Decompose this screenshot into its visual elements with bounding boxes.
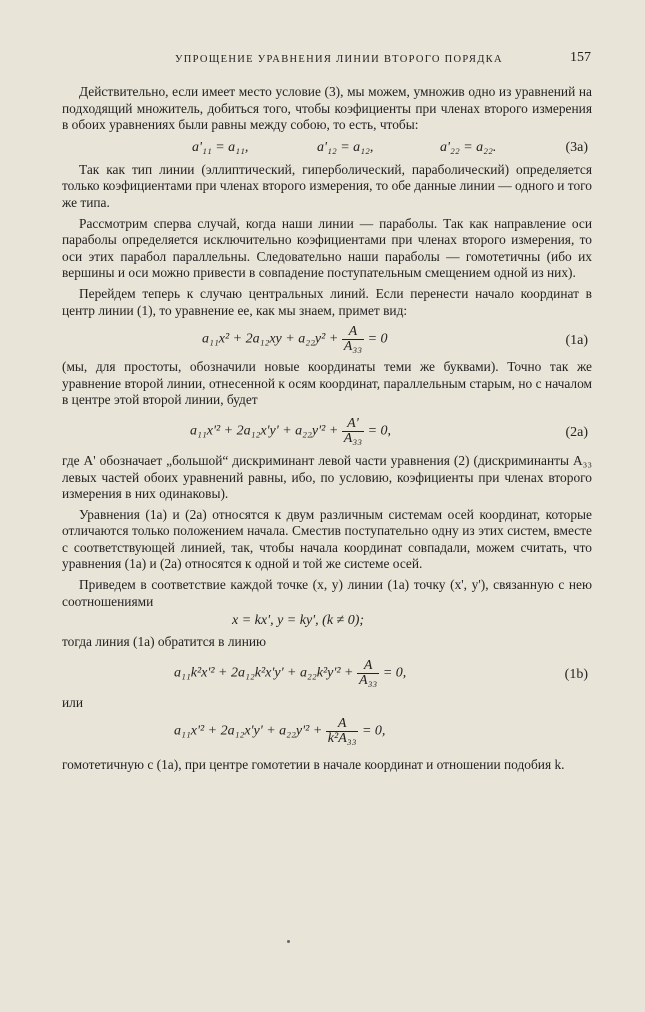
equation-3a [62, 134, 592, 162]
final-formula: a₁₁x'² + 2a₁₂x'y' + a₂₂y'² + $\frac{A}{\text{k²A₃₃}}$ = 0, [174, 716, 386, 747]
eq1a-fraction: $\frac{A}{\text{A₃₃}}$ [343, 324, 363, 355]
eq3a-term-1: a'₁₁ = a₁₁, [192, 139, 249, 155]
eq3a-term-2: a'₁₂ = a₁₂, [317, 139, 374, 155]
paragraph-7: Уравнения (1a) и (2a) относятся к двум различным системам осей координат, которые отличаются только положением начала. Сместив поступательно одну из этих систем, вместе с соответствующей линией, так, чтобы начала координат совпадали, можем считать, что уравнения (1a) и (2a) относятся к одной и той же системе осей. [62, 506, 592, 572]
relation-formula: x = kx', y = ky', (k ≠ 0); [232, 613, 365, 629]
paragraph-10: или [62, 694, 84, 710]
running-header [60, 50, 595, 70]
eq1a-number: (1a) [565, 333, 588, 349]
eq1a-formula: a₁₁x² + 2a₁₂xy + a₂₂y² + $\frac{A}{\text{A₃₃}}$ = 0 [202, 324, 388, 355]
paragraph-1: Действительно, если имеет место условие (3), мы можем, умножив одно из уравнений на подходящий множитель, добиться того, чтобы коэфициенты при членах второго измерения в обоих уравнениях были равны между собою, то есть, чтобы: [62, 84, 592, 133]
paragraph-8: Приведем в соответствие каждой точке (x, y) линии (1a) точку (x', y'), связанную с нею соотношениями [62, 577, 592, 609]
equation-relation [62, 610, 592, 634]
paragraph-6: где A' обозначает „большой“ дискриминант левой части уравнения (2) (дискриминанты A₃₃ левых частей обоих уравнений равны, ибо, по условию, коэфициенты при членах второго измерения в них одинаковы). [62, 452, 592, 502]
paragraph-4: Перейдем теперь к случаю центральных линий. Если перенести начало координат в центр линии (1), то уравнение ее, как мы знаем, примет вид: [62, 285, 592, 318]
equation-final [62, 711, 592, 757]
body-text [62, 84, 592, 774]
eq1b-formula: a₁₁k²x'² + 2a₁₂k²x'y' + a₂₂k²y'² + $\frac{A}{\text{A₃₃}}$ = 0, [174, 657, 407, 688]
print-speck [287, 940, 290, 943]
eq3a-term-3: a'₂₂ = a₂₂. [440, 139, 497, 155]
final-fraction: $\frac{A}{\text{k²A₃₃}}$ [327, 716, 357, 747]
eq2a-formula: a₁₁x'² + 2a₁₂x'y' + a₂₂y'² + $\frac{A'}{\text{A₃₃}}$ = 0, [190, 415, 392, 446]
paragraph-2: Так как тип линии (эллиптический, гиперболический, параболический) определяется только коэфициентами при членах второго измерения, то обе данные линии — одного и того же типа. [62, 161, 592, 210]
paragraph-5: (мы, для простоты, обозначили новые координаты теми же буквами). Точно так же уравнение второй линии, отнесенной к осям координат, параллельным старым, но с началом в центре этой второй линии, будет [62, 359, 592, 408]
equation-1a [62, 319, 592, 359]
page-number: 157 [570, 50, 591, 65]
equation-2a [62, 409, 592, 453]
paragraph-9: тогда линия (1a) обратится в линию [62, 634, 267, 650]
paragraph-3: Рассмотрим сперва случай, когда наши линии — параболы. Так как направление оси параболы определяется исключительно коэфициентами при членах второго измерения, то оси этих парабол параллельны. Следовательно наши параболы — гомотетичны (ибо их вершины и оси можно привести в совпадение поступательным смещением одной из них). [62, 215, 592, 281]
eq2a-number: (2a) [565, 424, 588, 440]
equation-1b [62, 651, 592, 695]
eq3a-number: (3a) [565, 139, 588, 155]
paragraph-11: гомотетичную с (1a), при центре гомотетии в начале координат и отношении подобия k. [62, 757, 565, 773]
header-title: УПРОЩЕНИЕ УРАВНЕНИЯ ЛИНИИ ВТОРОГО ПОРЯДКА [175, 54, 503, 65]
eq1b-fraction: $\frac{A}{\text{A₃₃}}$ [359, 657, 378, 688]
eq2a-fraction: $\frac{A'}{\text{A₃₃}}$ [343, 415, 363, 446]
eq1b-number: (1b) [564, 666, 588, 682]
